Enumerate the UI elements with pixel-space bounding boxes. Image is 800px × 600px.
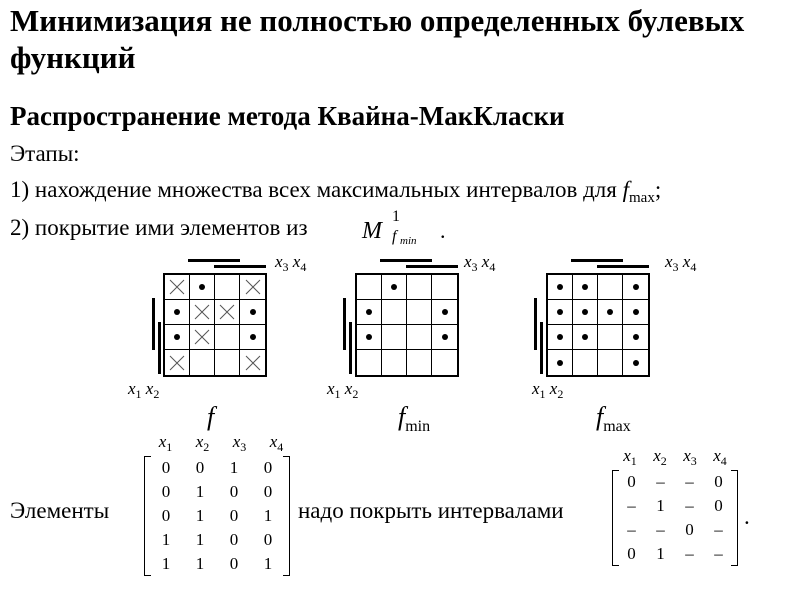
dont-care-cross-icon (169, 279, 185, 295)
kmap-fmin-top-label: $x_3$ $x_4$ (464, 252, 496, 274)
cover-label: надо покрыть интервалами (298, 498, 564, 523)
stages-label: Этапы: (10, 141, 80, 166)
matrix-row (617, 542, 733, 566)
one-dot-icon (633, 334, 639, 340)
kmap-cell (598, 350, 623, 375)
one-dot-icon (607, 309, 613, 315)
one-dot-icon (366, 309, 372, 315)
kmap-cell (432, 325, 457, 350)
dont-care-cross-icon (219, 304, 235, 320)
kmap-cell (623, 350, 648, 375)
matrix-row (149, 552, 285, 576)
kmap-f-left-label: $x_1$ $x_2$ (128, 379, 160, 401)
kmap-fmax-top-label: $x_3$ $x_4$ (665, 252, 697, 274)
kmap-cell (623, 275, 648, 300)
kmap-cell (598, 325, 623, 350)
m-sup: 1 (392, 208, 400, 225)
matrix-cell: 1 (656, 496, 665, 515)
dont-care-cross-icon (245, 279, 261, 295)
kmap-cell (407, 325, 432, 350)
matrix-row (149, 480, 285, 504)
matrix-cell: 1 (161, 530, 171, 549)
kmap-fmax (546, 273, 650, 377)
dont-care-cross-icon (194, 304, 210, 320)
kmap-cell (382, 350, 407, 375)
kmap-cell (165, 350, 190, 375)
m-letter: M (362, 218, 382, 244)
matrix-cell: 0 (229, 506, 239, 525)
kmap-fmin-name: $f_{min}$ (398, 402, 431, 435)
intervals-matrix (612, 470, 738, 566)
x4-bar (214, 265, 266, 268)
matrix-row (149, 456, 285, 480)
kmap-cell (623, 300, 648, 325)
one-dot-icon (582, 334, 588, 340)
matrix-cell: 0 (229, 482, 239, 501)
matrix-cell: 0 (263, 482, 273, 501)
kmap-cell (190, 275, 215, 300)
matrix-cell: 0 (229, 530, 239, 549)
matrix-row (617, 494, 733, 518)
step-1-sub: max (629, 190, 655, 206)
kmap-cell (407, 275, 432, 300)
matrix-var-label: x1 (623, 446, 637, 468)
matrix-cell: 1 (195, 482, 205, 501)
x3-bar (571, 259, 623, 262)
matrix-cell: 1 (229, 458, 239, 477)
one-dot-icon (557, 334, 563, 340)
x2-bar (540, 322, 543, 374)
one-dot-icon (174, 334, 180, 340)
kmap-cell (598, 300, 623, 325)
kmap-cell (573, 300, 598, 325)
kmap-cell (215, 275, 240, 300)
kmap-cell (407, 350, 432, 375)
matrix-var-label: x2 (195, 432, 210, 454)
matrix-cell: 0 (263, 458, 273, 477)
matrix-cell: 0 (627, 544, 636, 563)
end-period: . (744, 504, 750, 529)
matrix-cell: 1 (263, 506, 273, 525)
matrix-var-label: x3 (683, 446, 697, 468)
kmap-cell (215, 300, 240, 325)
kmap-cell (548, 275, 573, 300)
matrix-cell: 0 (161, 458, 171, 477)
kmap-cell (215, 350, 240, 375)
kmap-cell (573, 325, 598, 350)
x4-bar (597, 265, 649, 268)
matrix-var-label: x4 (269, 432, 284, 454)
step-1-end: ; (654, 177, 662, 202)
one-dot-icon (557, 284, 563, 290)
matrix-cell: – (627, 520, 636, 539)
kmap-cell (382, 325, 407, 350)
kmap-cell (432, 275, 457, 300)
matrix-cell: 1 (195, 530, 205, 549)
matrix-cell: – (627, 496, 636, 515)
one-dot-icon (391, 284, 397, 290)
kmap-cell (357, 275, 382, 300)
elements-label: Элементы (10, 498, 110, 523)
kmap-fmax-name: $f_{max}$ (596, 402, 631, 435)
matrix-cell: 0 (263, 530, 273, 549)
elements-matrix-header (147, 432, 295, 455)
kmap-cell (382, 300, 407, 325)
one-dot-icon (174, 309, 180, 315)
matrix-var-label: x2 (653, 446, 667, 468)
matrix-cell: 0 (714, 472, 723, 491)
matrix-cell: – (714, 520, 723, 539)
one-dot-icon (442, 309, 448, 315)
kmap-f-top-label: $x_3$ $x_4$ (275, 252, 307, 274)
matrix-row (617, 470, 733, 494)
matrix-cell: – (656, 520, 665, 539)
step-1 (10, 176, 661, 212)
one-dot-icon (633, 284, 639, 290)
one-dot-icon (582, 309, 588, 315)
matrix-cell: 0 (627, 472, 636, 491)
matrix-var-label: x3 (232, 432, 247, 454)
one-dot-icon (250, 309, 256, 315)
matrix-cell: 1 (263, 554, 273, 573)
x1-bar (534, 298, 537, 350)
matrix-cell: – (685, 544, 694, 563)
kmap-cell (240, 275, 265, 300)
kmap-cell (240, 350, 265, 375)
slide-title: Минимизация не полностью определенных булевых функций (10, 3, 745, 75)
matrix-cell: – (656, 472, 665, 491)
one-dot-icon (250, 334, 256, 340)
m-fmin-symbol (362, 208, 446, 248)
kmap-cell (165, 325, 190, 350)
x3-bar (380, 259, 432, 262)
m-sub-min: min (400, 235, 417, 247)
matrix-cell: – (714, 544, 723, 563)
m-sub-f: f (392, 228, 397, 245)
kmap-fmin-left-label: $x_1$ $x_2$ (327, 379, 359, 401)
kmap-cell (548, 350, 573, 375)
x1-bar (343, 298, 346, 350)
kmap-cell (240, 300, 265, 325)
kmap-cell (190, 350, 215, 375)
one-dot-icon (557, 360, 563, 366)
matrix-var-label: x4 (713, 446, 727, 468)
step-2 (10, 214, 308, 242)
kmap-cell (357, 350, 382, 375)
matrix-cell: 0 (195, 458, 205, 477)
one-dot-icon (633, 309, 639, 315)
matrix-cell: 0 (161, 506, 171, 525)
kmap-cell (190, 325, 215, 350)
matrix-cell: – (685, 496, 694, 515)
step-2-text: 2) покрытие ими элементов из (10, 215, 308, 240)
kmap-cell (215, 325, 240, 350)
kmap-f-name: f (207, 402, 215, 431)
kmap-cell (357, 300, 382, 325)
kmap-cell (190, 300, 215, 325)
matrix-var-label: x1 (158, 432, 173, 454)
matrix-row (617, 518, 733, 542)
kmap-cell (240, 325, 265, 350)
one-dot-icon (557, 309, 563, 315)
matrix-cell: 0 (714, 496, 723, 515)
section-subtitle: Распространение метода Квайна-МакКласки (10, 101, 565, 131)
kmap-fmin (355, 273, 459, 377)
matrix-cell: 1 (161, 554, 171, 573)
x4-bar (406, 265, 458, 268)
kmap-cell (432, 350, 457, 375)
one-dot-icon (366, 334, 372, 340)
one-dot-icon (199, 284, 205, 290)
matrix-cell: 0 (685, 520, 694, 539)
x1-bar (152, 298, 155, 350)
dont-care-cross-icon (169, 355, 185, 371)
matrix-row (149, 528, 285, 552)
step-2-end: . (440, 218, 446, 243)
x2-bar (158, 322, 161, 374)
kmap-cell (598, 275, 623, 300)
matrix-cell: 1 (656, 544, 665, 563)
dont-care-cross-icon (194, 329, 210, 345)
x3-bar (188, 259, 240, 262)
kmap-cell (432, 300, 457, 325)
step-1-f: f (622, 177, 630, 202)
kmap-cell (548, 325, 573, 350)
one-dot-icon (633, 360, 639, 366)
kmap-cell (165, 275, 190, 300)
kmap-fmax-left-label: $x_1$ $x_2$ (532, 379, 564, 401)
matrix-cell: 1 (195, 554, 205, 573)
elements-matrix (144, 456, 290, 576)
kmap-f (163, 273, 267, 377)
kmap-cell (623, 325, 648, 350)
dont-care-cross-icon (245, 355, 261, 371)
matrix-cell: – (685, 472, 694, 491)
intervals-matrix-header (615, 446, 735, 469)
kmap-cell (548, 300, 573, 325)
one-dot-icon (582, 284, 588, 290)
step-1-text: 1) нахождение множества всех максимальных интервалов для (10, 177, 623, 202)
kmap-cell (407, 300, 432, 325)
one-dot-icon (442, 334, 448, 340)
matrix-cell: 1 (195, 506, 205, 525)
kmap-cell (573, 350, 598, 375)
kmap-cell (573, 275, 598, 300)
matrix-cell: 0 (229, 554, 239, 573)
matrix-row (149, 504, 285, 528)
matrix-cell: 0 (161, 482, 171, 501)
kmap-cell (357, 325, 382, 350)
kmap-cell (165, 300, 190, 325)
kmap-cell (382, 275, 407, 300)
x2-bar (349, 322, 352, 374)
